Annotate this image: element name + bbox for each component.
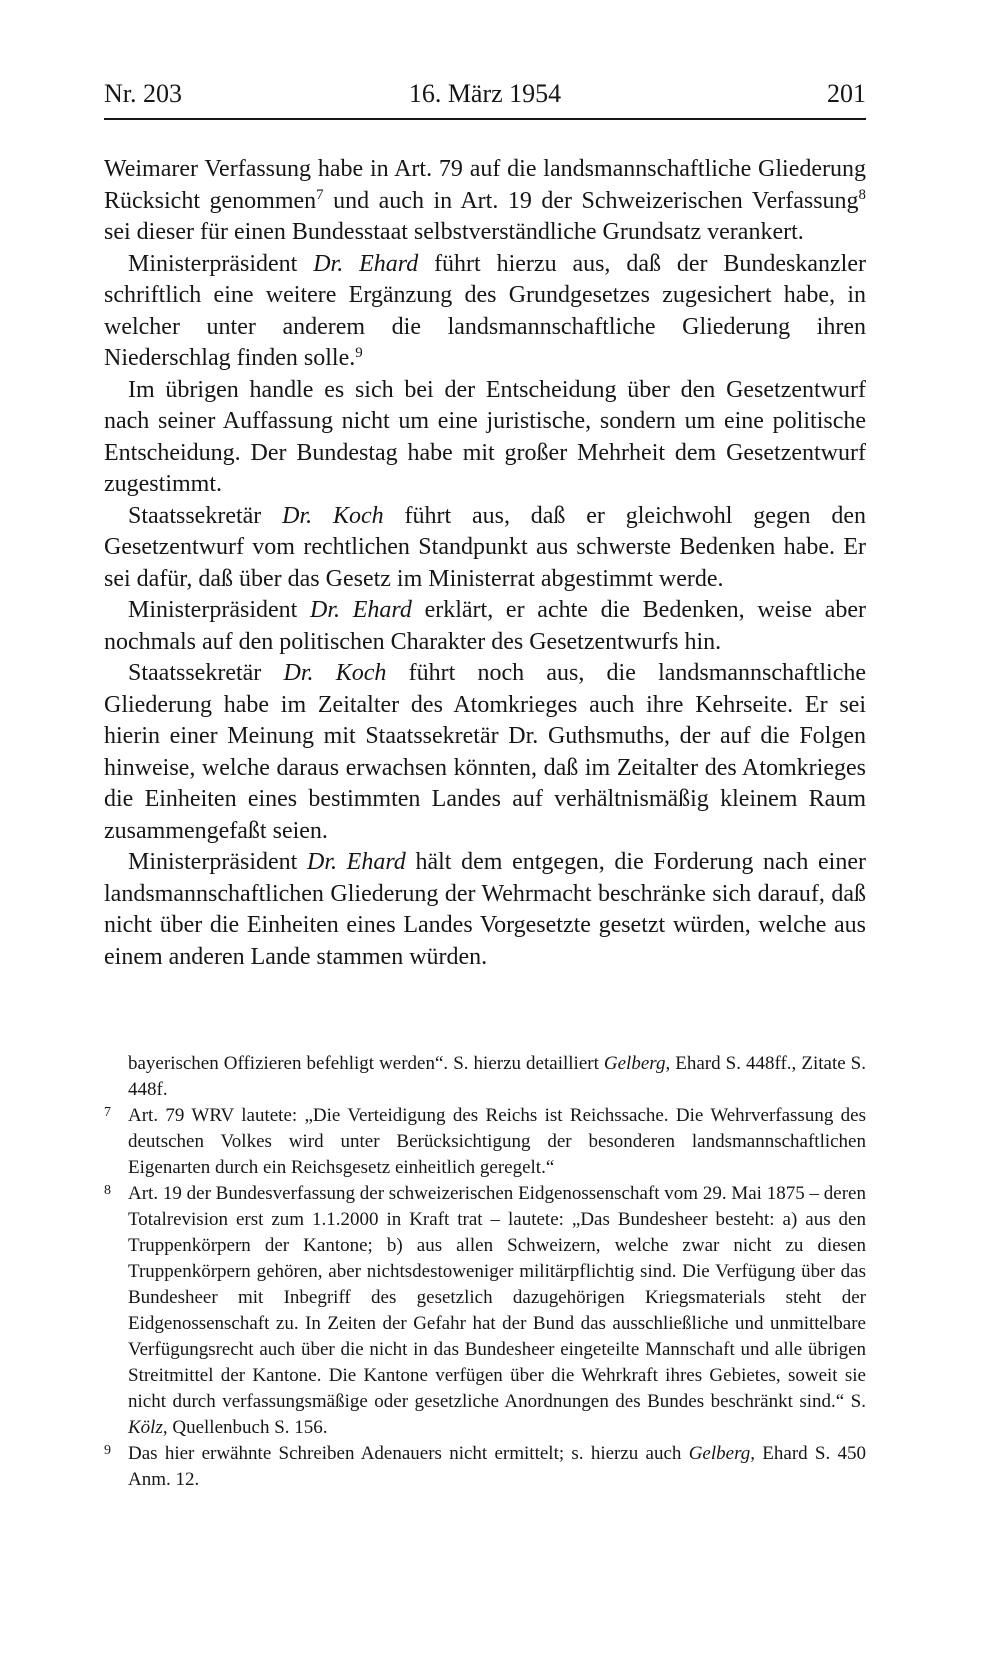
body-paragraph: Weimarer Verfassung habe in Art. 79 auf die landsmannschaftliche Gliederung Rücksicht genommen$^7$ und auch in Art. 19 der Schweizerischen Verfassung$^8$ sei dieser für einen Bundesstaat selbstverständliche Grundsatz verankert.	[104, 156, 866, 245]
footnote-text: Art. 79 WRV lautete: „Die Verteidigung des Reichs ist Reichssache. Die Wehrverfassung des deutschen Volkes wird unter Berücksichtigung der besonderen landsmannschaftlichen Eigenarten durch ein Reichsgesetz einheitlich geregelt.“	[128, 1105, 866, 1178]
body-paragraph: Ministerpräsident Dr. Ehard führt hierzu aus, daß der Bundeskanzler schriftlich eine weitere Ergänzung des Grundgesetzes zugesichert habe, in welcher unter anderem die landsmannschaftliche Gliederung ihren Niederschlag finden solle.$^9$	[104, 250, 866, 371]
footnote-item	[104, 1051, 866, 1103]
body-paragraph: Im übrigen handle es sich bei der Entscheidung über den Gesetzentwurf nach seiner Auffassung nicht um eine juristische, sondern um eine politische Entscheidung. Der Bundestag habe mit großer Mehrheit dem Gesetzentwurf zugestimmt.	[104, 376, 866, 497]
body-paragraph: Ministerpräsident Dr. Ehard erklärt, er achte die Bedenken, weise aber nochmals auf den politischen Charakter des Gesetzentwurfs hin.	[104, 597, 867, 655]
footnote-item	[104, 1441, 866, 1493]
footnotes-section	[104, 1051, 866, 1493]
header-page-number: 201	[827, 79, 866, 108]
footnote-text: bayerischen Offizieren befehligt werden“. S. hierzu detailliert Gelberg, Ehard S. 448ff., Zitate S. 448f.	[128, 1053, 867, 1100]
footnote-item	[104, 1181, 866, 1441]
header-document-number: Nr. 203	[104, 79, 182, 108]
body-text	[104, 154, 866, 973]
footnote-number: 8	[104, 1183, 111, 1198]
body-paragraph: Ministerpräsident Dr. Ehard hält dem entgegen, die Forderung nach einer landsmannschaftlichen Gliederung der Wehrmacht beschränke sich darauf, daß nicht über die Einheiten eines Landes Vorgesetzte gesetzt würden, welche aus einem anderen Lande stammen würden.	[104, 849, 866, 970]
footnote-item	[104, 1103, 866, 1181]
body-paragraph: Staatssekretär Dr. Koch führt noch aus, die landsmannschaftliche Gliederung habe im Zeitalter des Atomkrieges auch ihre Kehrseite. Er sei hierin einer Meinung mit Staatssekretär Dr. Guthsmuths, der auf die Folgen hinweise, welche daraus erwachsen könnten, daß im Zeitalter des Atomkrieges die Einheiten eines bestimmten Landes auf verhältnismäßig kleinem Raum zusammengefaßt seien.	[104, 660, 867, 844]
header-date: 16. März 1954	[408, 79, 562, 108]
footnote-text: Das hier erwähnte Schreiben Adenauers nicht ermittelt; s. hierzu auch Gelberg, Ehard S. 450 Anm. 12.	[128, 1443, 867, 1490]
footnote-number: 7	[104, 1105, 111, 1120]
body-paragraph: Staatssekretär Dr. Koch führt aus, daß er gleichwohl gegen den Gesetzentwurf vom rechtlichen Standpunkt aus schwerste Bedenken habe. Er sei dafür, daß über das Gesetz im Ministerrat abgestimmt werde.	[104, 502, 867, 592]
footnote-text: Art. 19 der Bundesverfassung der schweizerischen Eidgenossenschaft vom 29. Mai 1875 – deren Totalrevision erst zum 1.1.2000 in Kraft trat – lautete: „Das Bundesheer besteht: a) aus den Truppenkörpern der Kantone; b) aus allen Schweizern, welche zwar nicht zu diesen Truppenkörpern gehören, aber nichtsdestoweniger militärpflichtig sind. Die Verfügung über das Bundesheer mit Inbegriff des gesetzlich dazugehörigen Kriegsmaterials steht der Eidgenossenschaft zu. In Zeiten der Gefahr hat der Bund das ausschließliche und unmittelbare Verfügungsrecht auch über die nicht in das Bundesheer eingeteilte Mannschaft und alle übrigen Streitmittel der Kantone. Die Kantone verfügen über die Wehrkraft ihres Gebietes, soweit sie nicht durch verfassungsmäßige oder gesetzliche Anordnungen des Bundes beschränkt sind.“ S. Kölz, Quellenbuch S. 156.	[128, 1183, 866, 1438]
page-header	[104, 80, 866, 120]
footnote-number: 9	[104, 1443, 111, 1458]
